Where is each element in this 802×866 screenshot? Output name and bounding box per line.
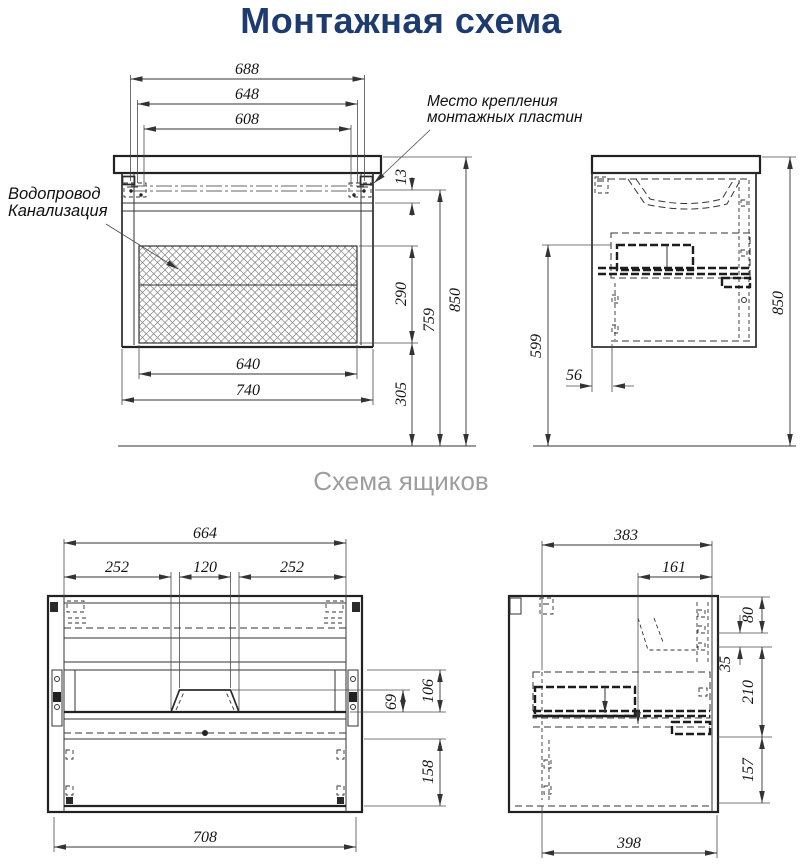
- mounting-front-view: [106, 61, 476, 446]
- dim-740: 740: [236, 382, 260, 399]
- dim-850-side: 850: [770, 291, 787, 315]
- dim-158: 158: [420, 760, 437, 784]
- mounting-side-view: [528, 156, 796, 446]
- dim-383: 383: [614, 527, 638, 544]
- drawer-slide-right: [348, 670, 358, 726]
- sink-bowl-profile: [628, 179, 741, 209]
- dim-56: 56: [566, 367, 582, 384]
- mounting-plates-callout-line1: Место крепления: [427, 93, 558, 110]
- dim-106: 106: [420, 679, 437, 703]
- water-callout-line2: Канализация: [8, 202, 108, 221]
- dim-252-right: 252: [280, 559, 304, 576]
- siphon-cutout: [171, 690, 239, 712]
- dim-252-left: 252: [105, 559, 129, 576]
- dim-664: 664: [193, 525, 217, 542]
- dim-13: 13: [393, 169, 410, 185]
- utilities-hatch-zone: [139, 246, 357, 343]
- dim-35: 35: [717, 656, 734, 672]
- water-callout-line1: Водопровод: [8, 185, 101, 203]
- countertop-side: [592, 156, 760, 173]
- dim-759: 759: [421, 308, 438, 332]
- drawers-front-view: [48, 525, 446, 852]
- drawers-scheme-subtitle: Схема ящиков: [313, 466, 489, 496]
- dim-157: 157: [740, 758, 757, 782]
- dim-599: 599: [528, 334, 545, 358]
- dim-708: 708: [193, 829, 217, 846]
- center-mark: [202, 730, 208, 736]
- dim-850-front: 850: [447, 288, 464, 312]
- drawer-slide-left: [52, 670, 62, 726]
- page-title: Монтажная схема: [240, 0, 562, 41]
- dim-648: 648: [235, 86, 259, 103]
- dim-120: 120: [193, 559, 217, 576]
- dim-398: 398: [617, 835, 641, 852]
- drawer-mechanism-outline: [611, 233, 750, 278]
- drawers-side-view: [509, 527, 772, 858]
- drain-outline: [638, 618, 696, 650]
- dim-80: 80: [740, 607, 757, 623]
- dim-305: 305: [393, 382, 410, 406]
- dim-69: 69: [383, 694, 400, 710]
- dim-688: 688: [235, 61, 259, 78]
- countertop-front: [114, 156, 381, 173]
- dim-210: 210: [740, 680, 757, 704]
- dim-640: 640: [236, 356, 260, 373]
- dim-290: 290: [393, 282, 410, 306]
- mounting-plates-callout-line2: монтажных пластин: [427, 109, 583, 127]
- dim-608: 608: [235, 111, 259, 128]
- dim-161: 161: [662, 559, 686, 576]
